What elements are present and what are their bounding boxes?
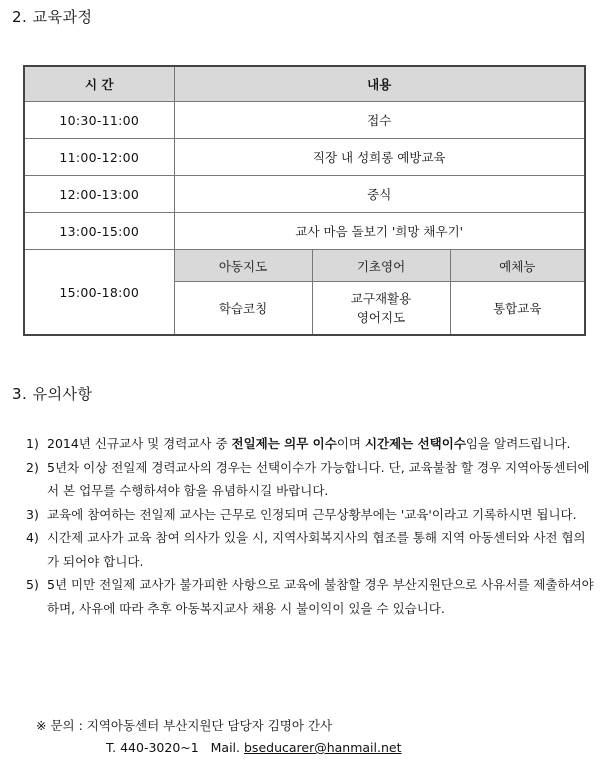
content-cell: 교사 마음 돌보기 '희망 채우기' bbox=[174, 213, 585, 250]
list-item bbox=[26, 526, 594, 573]
table-row bbox=[24, 213, 585, 250]
list-item bbox=[26, 456, 594, 503]
table-row bbox=[24, 102, 585, 139]
schedule-table bbox=[23, 65, 586, 336]
content-cell: 중식 bbox=[174, 176, 585, 213]
note-number: 2) bbox=[26, 459, 39, 475]
subject-cell: 통합교육 bbox=[450, 282, 585, 336]
header-content: 내용 bbox=[174, 66, 585, 102]
list-item bbox=[26, 503, 594, 527]
contact-line: ※ 문의 : 지역아동센터 부산지원단 담당자 김명아 간사 bbox=[36, 718, 333, 733]
note-text: 교육에 참여하는 전일제 교사는 근무로 인정되며 근무상황부에는 '교육'이라고 기록하시면 됩니다. bbox=[47, 506, 577, 522]
mail-label: Mail. bbox=[210, 740, 241, 755]
note-emphasis: 시간제는 선택이수 bbox=[364, 436, 466, 451]
contact-line-2 bbox=[36, 737, 402, 759]
table-row bbox=[24, 250, 585, 282]
time-cell: 10:30-11:00 bbox=[24, 102, 174, 139]
note-text: 5년차 이상 전일제 경력교사의 경우는 선택이수가 가능합니다. 단, 교육불참 할 경우 지역아동센터에서 본 업무를 수행하셔야 함을 유념하시길 바랍니다. bbox=[47, 459, 590, 498]
subheader-cell: 예체능 bbox=[450, 250, 585, 282]
subject-cell: 교구재활용 영어지도 bbox=[312, 282, 450, 336]
table-row bbox=[24, 176, 585, 213]
list-item bbox=[26, 573, 594, 620]
note-text: 5년 미만 전일제 교사가 불가피한 사항으로 교육에 불참할 경우 부산지원단으로 사유서를 제출하셔야 하며, 사유에 따라 추후 아동복지교사 채용 시 불이익이 있을 수 있습니다. bbox=[47, 577, 594, 616]
note-number: 3) bbox=[26, 506, 39, 522]
content-cell: 직장 내 성희롱 예방교육 bbox=[174, 139, 585, 176]
content-cell: 접수 bbox=[174, 102, 585, 139]
note-text: 임을 알려드립니다. bbox=[465, 436, 571, 451]
subheader-cell: 아동지도 bbox=[174, 250, 312, 282]
contact-info bbox=[36, 715, 402, 759]
table-row bbox=[24, 139, 585, 176]
time-cell: 12:00-13:00 bbox=[24, 176, 174, 213]
note-emphasis: 전일제는 의무 이수 bbox=[231, 436, 337, 451]
time-cell: 13:00-15:00 bbox=[24, 213, 174, 250]
list-item bbox=[26, 432, 594, 456]
note-text: 시간제 교사가 교육 참여 의사가 있을 시, 지역사회복지사의 협조를 통해 지역 아동센터와 사전 협의가 되어야 합니다. bbox=[47, 530, 586, 569]
note-text: 2014년 신규교사 및 경력교사 중 bbox=[47, 436, 232, 451]
header-time: 시 간 bbox=[24, 66, 174, 102]
table-header-row bbox=[24, 66, 585, 102]
contact-phone: T. 440-3020~1 bbox=[106, 740, 199, 755]
time-cell: 11:00-12:00 bbox=[24, 139, 174, 176]
note-number: 5) bbox=[26, 577, 39, 592]
email-link[interactable]: bseducarer@hanmail.net bbox=[244, 740, 402, 755]
section-2-title: 2. 교육과정 bbox=[12, 8, 93, 26]
subheader-cell: 기초영어 bbox=[312, 250, 450, 282]
notes-list bbox=[26, 432, 594, 620]
note-number: 1) bbox=[26, 436, 39, 451]
note-text: 이며 bbox=[336, 436, 365, 451]
note-number: 4) bbox=[26, 530, 39, 545]
section-3-title: 3. 유의사항 bbox=[12, 385, 93, 403]
time-cell: 15:00-18:00 bbox=[24, 250, 174, 336]
subject-cell: 학습코칭 bbox=[174, 282, 312, 336]
